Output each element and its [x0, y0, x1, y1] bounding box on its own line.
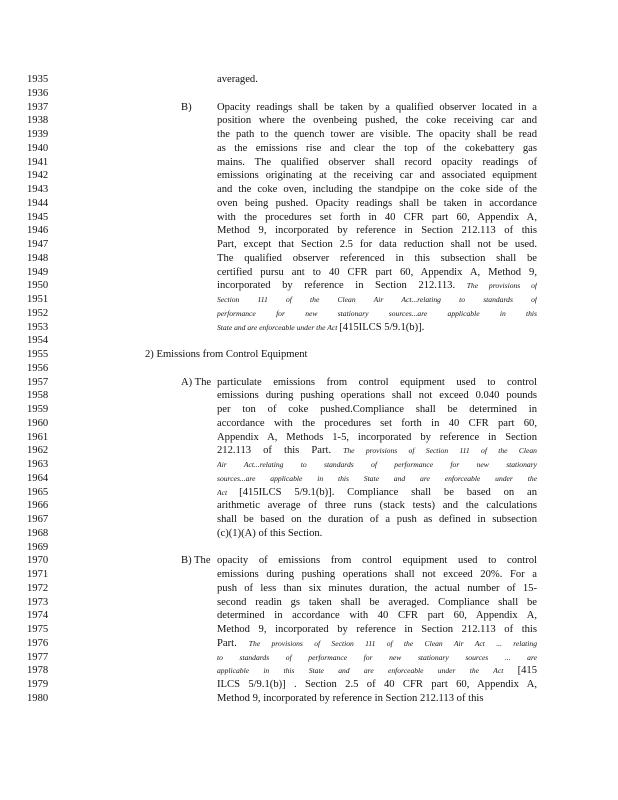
line-number: 1947: [27, 239, 49, 250]
italic-citation-text: applicable in this State and are enforceable under the Act: [217, 666, 518, 676]
document-line: [0, 651, 618, 665]
line-number: 1957: [27, 376, 49, 388]
document-line: [0, 499, 618, 513]
document-line: [0, 527, 618, 541]
body-text: [415ILCS 5/9.1(b)].: [339, 321, 425, 333]
line-text: [217, 293, 537, 307]
line-number: 1968: [27, 527, 49, 539]
body-text: Opacity readings shall be taken by a qualified observer located in a: [217, 101, 537, 113]
line-number: 1964: [27, 472, 49, 484]
italic-citation-text: performance for new stationary sources...are applicable in this: [217, 308, 537, 318]
document-line: [0, 678, 618, 692]
line-number: 1954: [27, 335, 49, 347]
body-text: (c)(1)(A) of this Section.: [217, 527, 323, 539]
line-text: [217, 128, 537, 142]
line-text: [217, 513, 537, 527]
body-text: incorporated by reference in Section 212.113.: [217, 280, 467, 292]
document-line: [0, 486, 618, 500]
line-number: 1938: [27, 115, 49, 127]
body-text: [415: [517, 665, 537, 677]
line-number: 1969: [27, 541, 49, 553]
line-number: 1965: [27, 486, 49, 498]
line-text: [217, 431, 537, 445]
line-number: 1937: [27, 101, 49, 113]
document-line: [0, 431, 618, 445]
document-line: [0, 238, 618, 252]
document-line: [0, 623, 618, 637]
line-number: 1950: [27, 280, 49, 292]
italic-citation-text: The provisions of Section 111 of the Clean Air Act ... relating: [248, 638, 537, 648]
italic-citation-text: to standards of performance for new stationary sources ... are: [217, 652, 537, 662]
document-line: [0, 348, 618, 362]
document-line: [0, 596, 618, 610]
body-text: Method 9, incorporated by reference in Section 212.113 of this: [217, 692, 484, 704]
line-text: [217, 279, 537, 293]
body-text: with the procedures set forth in 40 CFR part 60, Appendix A,: [217, 211, 537, 223]
line-number: 1971: [27, 569, 49, 580]
paragraph-label: B): [181, 101, 192, 113]
line-number: 1956: [27, 362, 49, 374]
line-text: [217, 238, 537, 252]
document-line: [0, 279, 618, 293]
line-text: [217, 142, 537, 156]
line-text: [217, 582, 537, 596]
body-text: [415ILCS 5/9.1(b)]. Compliance shall be based on an: [239, 486, 537, 498]
line-text: [217, 472, 537, 486]
document-line: [0, 101, 618, 115]
line-number: 1941: [27, 156, 49, 168]
body-text: particulate emissions from control equipment used to control: [217, 376, 537, 388]
body-text: emissions originating at the receiving car and associated equipment: [217, 170, 537, 182]
line-text: [217, 664, 537, 678]
line-number: 1940: [27, 142, 49, 154]
body-text: 212.113 of this Part.: [217, 445, 344, 457]
line-text: [217, 252, 537, 266]
body-text: Method 9, incorporated by reference in Section 212.113 of this: [217, 225, 537, 237]
document-line: [0, 513, 618, 527]
document-line: [0, 266, 618, 280]
document-line: [0, 128, 618, 142]
line-number: 1936: [27, 87, 49, 99]
line-number: 1979: [27, 679, 49, 690]
document-line: [0, 582, 618, 596]
document-line: [0, 307, 618, 321]
line-text: [217, 211, 537, 225]
line-text: [217, 417, 537, 431]
italic-citation-text: Air Act...relating to standards of performance for new stationary: [217, 460, 537, 469]
document-line: [0, 114, 618, 128]
paragraph-label: B) The: [181, 555, 211, 567]
line-number: 1978: [27, 665, 49, 677]
line-text: [217, 307, 537, 321]
body-text: oven being pushed. Opacity readings shall be taken in accordance: [217, 197, 537, 209]
body-text: push of less than six minutes duration, the actual number of 15-: [217, 582, 537, 594]
line-number: 1962: [27, 445, 49, 457]
document-line: [0, 334, 618, 348]
line-number: 1975: [27, 624, 49, 635]
document-line: [0, 389, 618, 403]
document-line: [0, 403, 618, 417]
line-number: 1977: [27, 651, 49, 663]
line-number: 1942: [27, 170, 49, 182]
line-number: 1951: [27, 294, 49, 305]
document-line: [0, 472, 618, 486]
line-number: 1935: [27, 74, 49, 85]
line-text: [217, 486, 537, 500]
paragraph-label: A) The: [181, 376, 212, 388]
line-number: 1980: [27, 692, 49, 704]
document-line: [0, 87, 618, 101]
line-number: 1960: [27, 417, 49, 429]
body-text: The qualified observer referenced in this subsection shall be: [217, 252, 537, 264]
body-text: the path to the quench tower are visible. The opacity shall be read: [217, 129, 537, 140]
body-text: Part, except that Section 2.5 for data reduction shall not be used.: [217, 239, 537, 250]
line-text: [217, 678, 537, 692]
line-text: [217, 623, 537, 637]
line-number: 1963: [27, 459, 49, 470]
body-text: second readin gs taken shall be averaged. Compliance shall be: [217, 596, 537, 608]
line-text: [217, 224, 537, 238]
body-text: ILCS 5/9.1(b)] . Section 2.5 of 40 CFR part 60, Appendix A,: [217, 679, 537, 690]
body-text: shall be based on the duration of a push as defined in subsection: [217, 514, 537, 525]
document-line: [0, 211, 618, 225]
document-line: [0, 637, 618, 651]
line-number: 1959: [27, 404, 49, 415]
line-number: 1948: [27, 252, 49, 264]
document-line: [0, 73, 618, 87]
italic-citation-text: Act: [217, 487, 240, 497]
line-text: [217, 596, 537, 610]
document-line: [0, 664, 618, 678]
document-line: [0, 692, 618, 706]
document-line: [0, 568, 618, 582]
line-text: [217, 637, 537, 651]
line-text: [217, 321, 537, 335]
line-number: 1972: [27, 582, 49, 594]
line-number: 1946: [27, 225, 49, 237]
body-text: determined in accordance with 40 CFR part 60, Appendix A,: [217, 610, 537, 622]
line-text: [217, 197, 537, 211]
line-text: [217, 651, 537, 665]
line-text: [217, 266, 537, 280]
line-text: [217, 73, 537, 87]
body-text: accordance with the procedures set forth in 40 CFR part 60,: [217, 417, 537, 429]
body-text: Appendix A, Methods 1-5, incorporated by reference in Section: [217, 431, 537, 443]
line-text: [217, 554, 537, 568]
line-number: 1949: [27, 266, 49, 278]
line-text: [217, 376, 537, 390]
body-text: mains. The qualified observer shall record opacity readings of: [217, 156, 537, 168]
line-text: [217, 444, 537, 458]
document-line: [0, 293, 618, 307]
line-text: [217, 499, 537, 513]
line-number: 1945: [27, 211, 49, 223]
document-line: [0, 197, 618, 211]
line-number: 1967: [27, 514, 49, 525]
line-text: [217, 169, 537, 183]
line-number: 1958: [27, 390, 49, 402]
line-text: [217, 403, 537, 417]
line-text: [217, 609, 537, 623]
section-heading: 2) Emissions from Control Equipment: [145, 349, 308, 360]
line-number: 1943: [27, 184, 49, 195]
document-line: [0, 169, 618, 183]
italic-citation-text: State and are enforceable under the Act: [217, 322, 340, 332]
body-text: opacity of emissions from control equipment used to control: [217, 555, 537, 567]
line-number: 1952: [27, 307, 49, 319]
body-text: certified pursu ant to 40 CFR part 60, Appendix A, Method 9,: [217, 266, 537, 278]
document-line: [0, 224, 618, 238]
line-text: [217, 114, 537, 128]
document-line: [0, 142, 618, 156]
body-text: per ton of coke pushed.Compliance shall be determined in: [217, 404, 537, 415]
body-text: emissions during pushing operations shall not exceed 0.040 pounds: [217, 390, 537, 402]
document-line: [0, 609, 618, 623]
line-text: [217, 568, 537, 582]
body-text: and the coke oven, including the standpipe on the coke side of the: [217, 184, 537, 195]
document-line: [0, 458, 618, 472]
line-number: 1961: [27, 431, 49, 443]
line-text: [217, 156, 537, 170]
document-line: [0, 183, 618, 197]
line-number: 1955: [27, 349, 49, 360]
line-number: 1970: [27, 555, 49, 567]
document-line: [0, 376, 618, 390]
line-number: 1973: [27, 596, 49, 608]
line-text: [217, 527, 537, 541]
body-text: as the emissions rise and clear the top of the cokebattery gas: [217, 142, 537, 154]
document-line: [0, 362, 618, 376]
italic-citation-text: The provisions of Section 111 of the Clean: [343, 446, 537, 456]
document-line: [0, 156, 618, 170]
document-line: [0, 444, 618, 458]
document-line: [0, 252, 618, 266]
body-text: arithmetic average of three runs (stack tests) and the calculations: [217, 500, 537, 512]
line-number: 1939: [27, 129, 49, 140]
body-text: emissions during pushing operations shall not exceed 20%. For a: [217, 569, 537, 580]
body-text: Method 9, incorporated by reference in Section 212.113 of this: [217, 624, 537, 635]
italic-citation-text: The provisions of: [466, 281, 537, 291]
body-text: position where the ovenbeing pushed, the coke receiving car and: [217, 115, 537, 127]
body-text: averaged.: [217, 74, 258, 85]
body-text: Part.: [217, 637, 249, 649]
line-text: [217, 692, 537, 706]
document-line: [0, 541, 618, 555]
line-number: 1953: [27, 321, 49, 333]
document-line: [0, 554, 618, 568]
italic-citation-text: sources...are applicable in this State and are enforceable under the: [217, 473, 537, 483]
line-text: [217, 183, 537, 197]
italic-citation-text: Section 111 of the Clean Air Act...relating to standards of: [217, 295, 537, 304]
line-number: 1974: [27, 610, 49, 622]
line-number: 1966: [27, 500, 49, 512]
line-text: [217, 101, 537, 115]
document-line: [0, 321, 618, 335]
line-text: [217, 458, 537, 472]
line-number: 1976: [27, 637, 49, 649]
document-line: [0, 417, 618, 431]
line-number: 1944: [27, 197, 49, 209]
line-text: [217, 389, 537, 403]
